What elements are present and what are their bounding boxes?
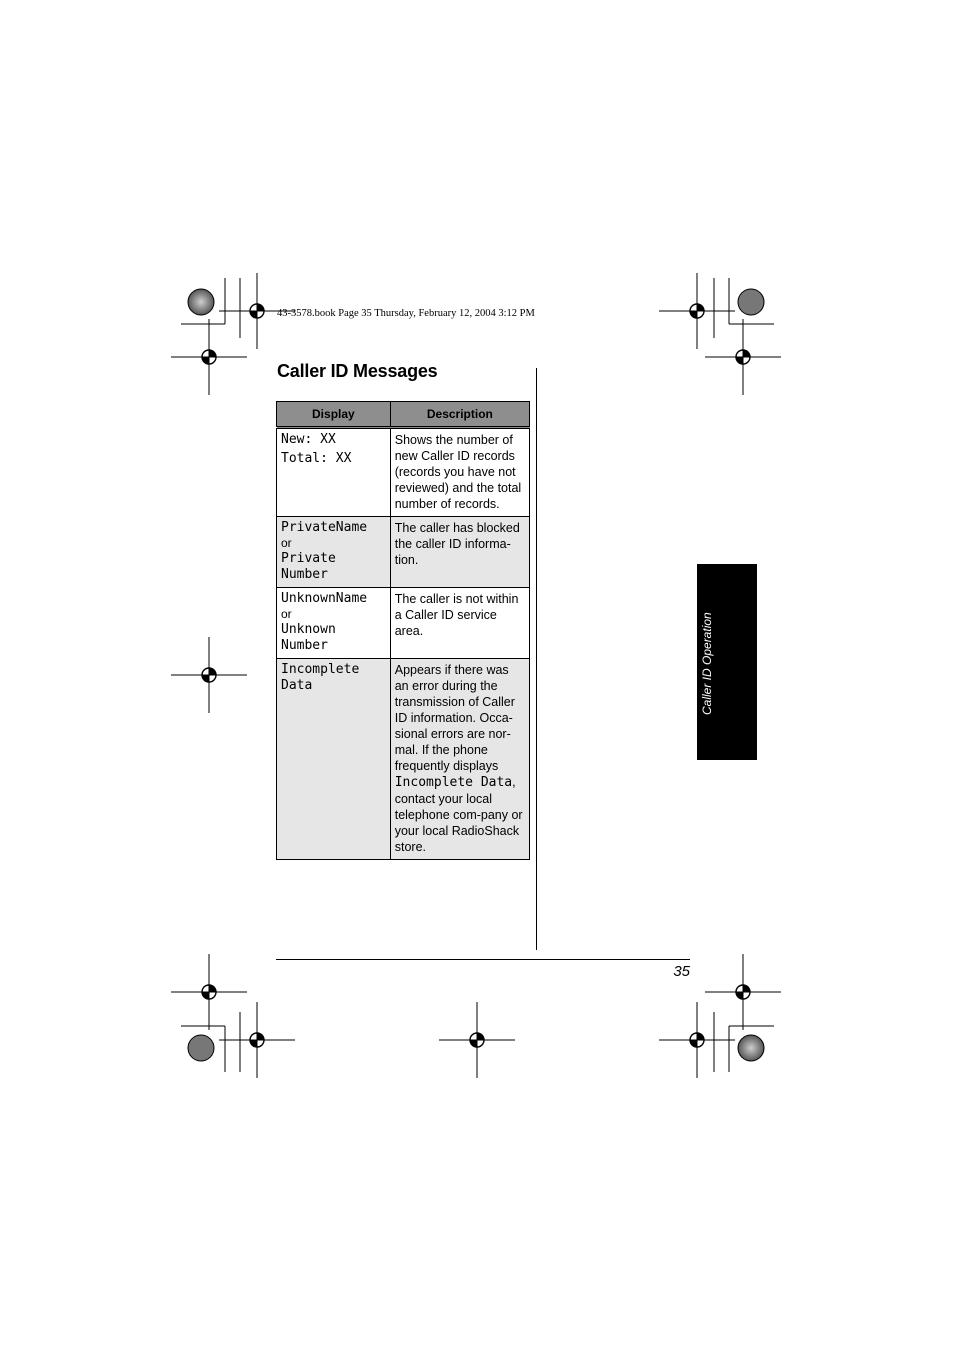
lcd-text: Unknown	[281, 622, 336, 637]
or-text: or	[281, 536, 292, 550]
column-divider	[536, 368, 537, 950]
description-text: , contact your local telephone com-pany or your local RadioShack store.	[394, 775, 523, 854]
table-row	[277, 517, 530, 588]
footer-rule	[276, 959, 690, 960]
caller-id-messages-table	[276, 401, 530, 860]
lcd-text: Number	[281, 567, 328, 582]
column-header-display: Display	[277, 402, 391, 428]
description-cell: Shows the number of new Caller ID records (records you have not reviewed) and the total number of records.	[390, 428, 529, 517]
display-cell	[277, 517, 391, 588]
display-cell	[277, 428, 391, 517]
column-header-description: Description	[390, 402, 529, 428]
description-cell: The caller is not within a Caller ID service area.	[390, 588, 529, 659]
lcd-text: PrivateName	[281, 520, 368, 535]
book-header-line: 43-3578.book Page 35 Thursday, February 12, 2004 3:12 PM	[277, 308, 535, 319]
page-number: 35	[673, 963, 690, 980]
lcd-inline-text: Incomplete Data	[394, 775, 513, 790]
or-text: or	[281, 607, 292, 621]
table-row	[277, 588, 530, 659]
page-title: Caller ID Messages	[277, 361, 438, 381]
display-cell	[277, 659, 391, 860]
chapter-side-tab	[697, 564, 757, 760]
lcd-text: New: XX	[281, 432, 336, 447]
table-row	[277, 659, 530, 860]
lcd-text: UnknownName	[281, 591, 368, 606]
lcd-text: Data	[281, 678, 313, 693]
lcd-text: Incomplete	[281, 662, 360, 677]
display-cell	[277, 588, 391, 659]
chapter-tab-label: Caller ID Operation	[700, 612, 714, 715]
lcd-text: Private	[281, 551, 336, 566]
lcd-text: Total: XX	[281, 451, 352, 466]
description-cell: The caller has blocked the caller ID informa-tion.	[390, 517, 529, 588]
table-header-row	[277, 402, 530, 428]
description-text: Appears if there was an error during the transmission of Caller ID information. Occa-sional errors are nor-mal. If the phone frequently displays	[394, 663, 515, 773]
lcd-text: Number	[281, 638, 328, 653]
table-row	[277, 428, 530, 517]
description-cell	[390, 659, 529, 860]
